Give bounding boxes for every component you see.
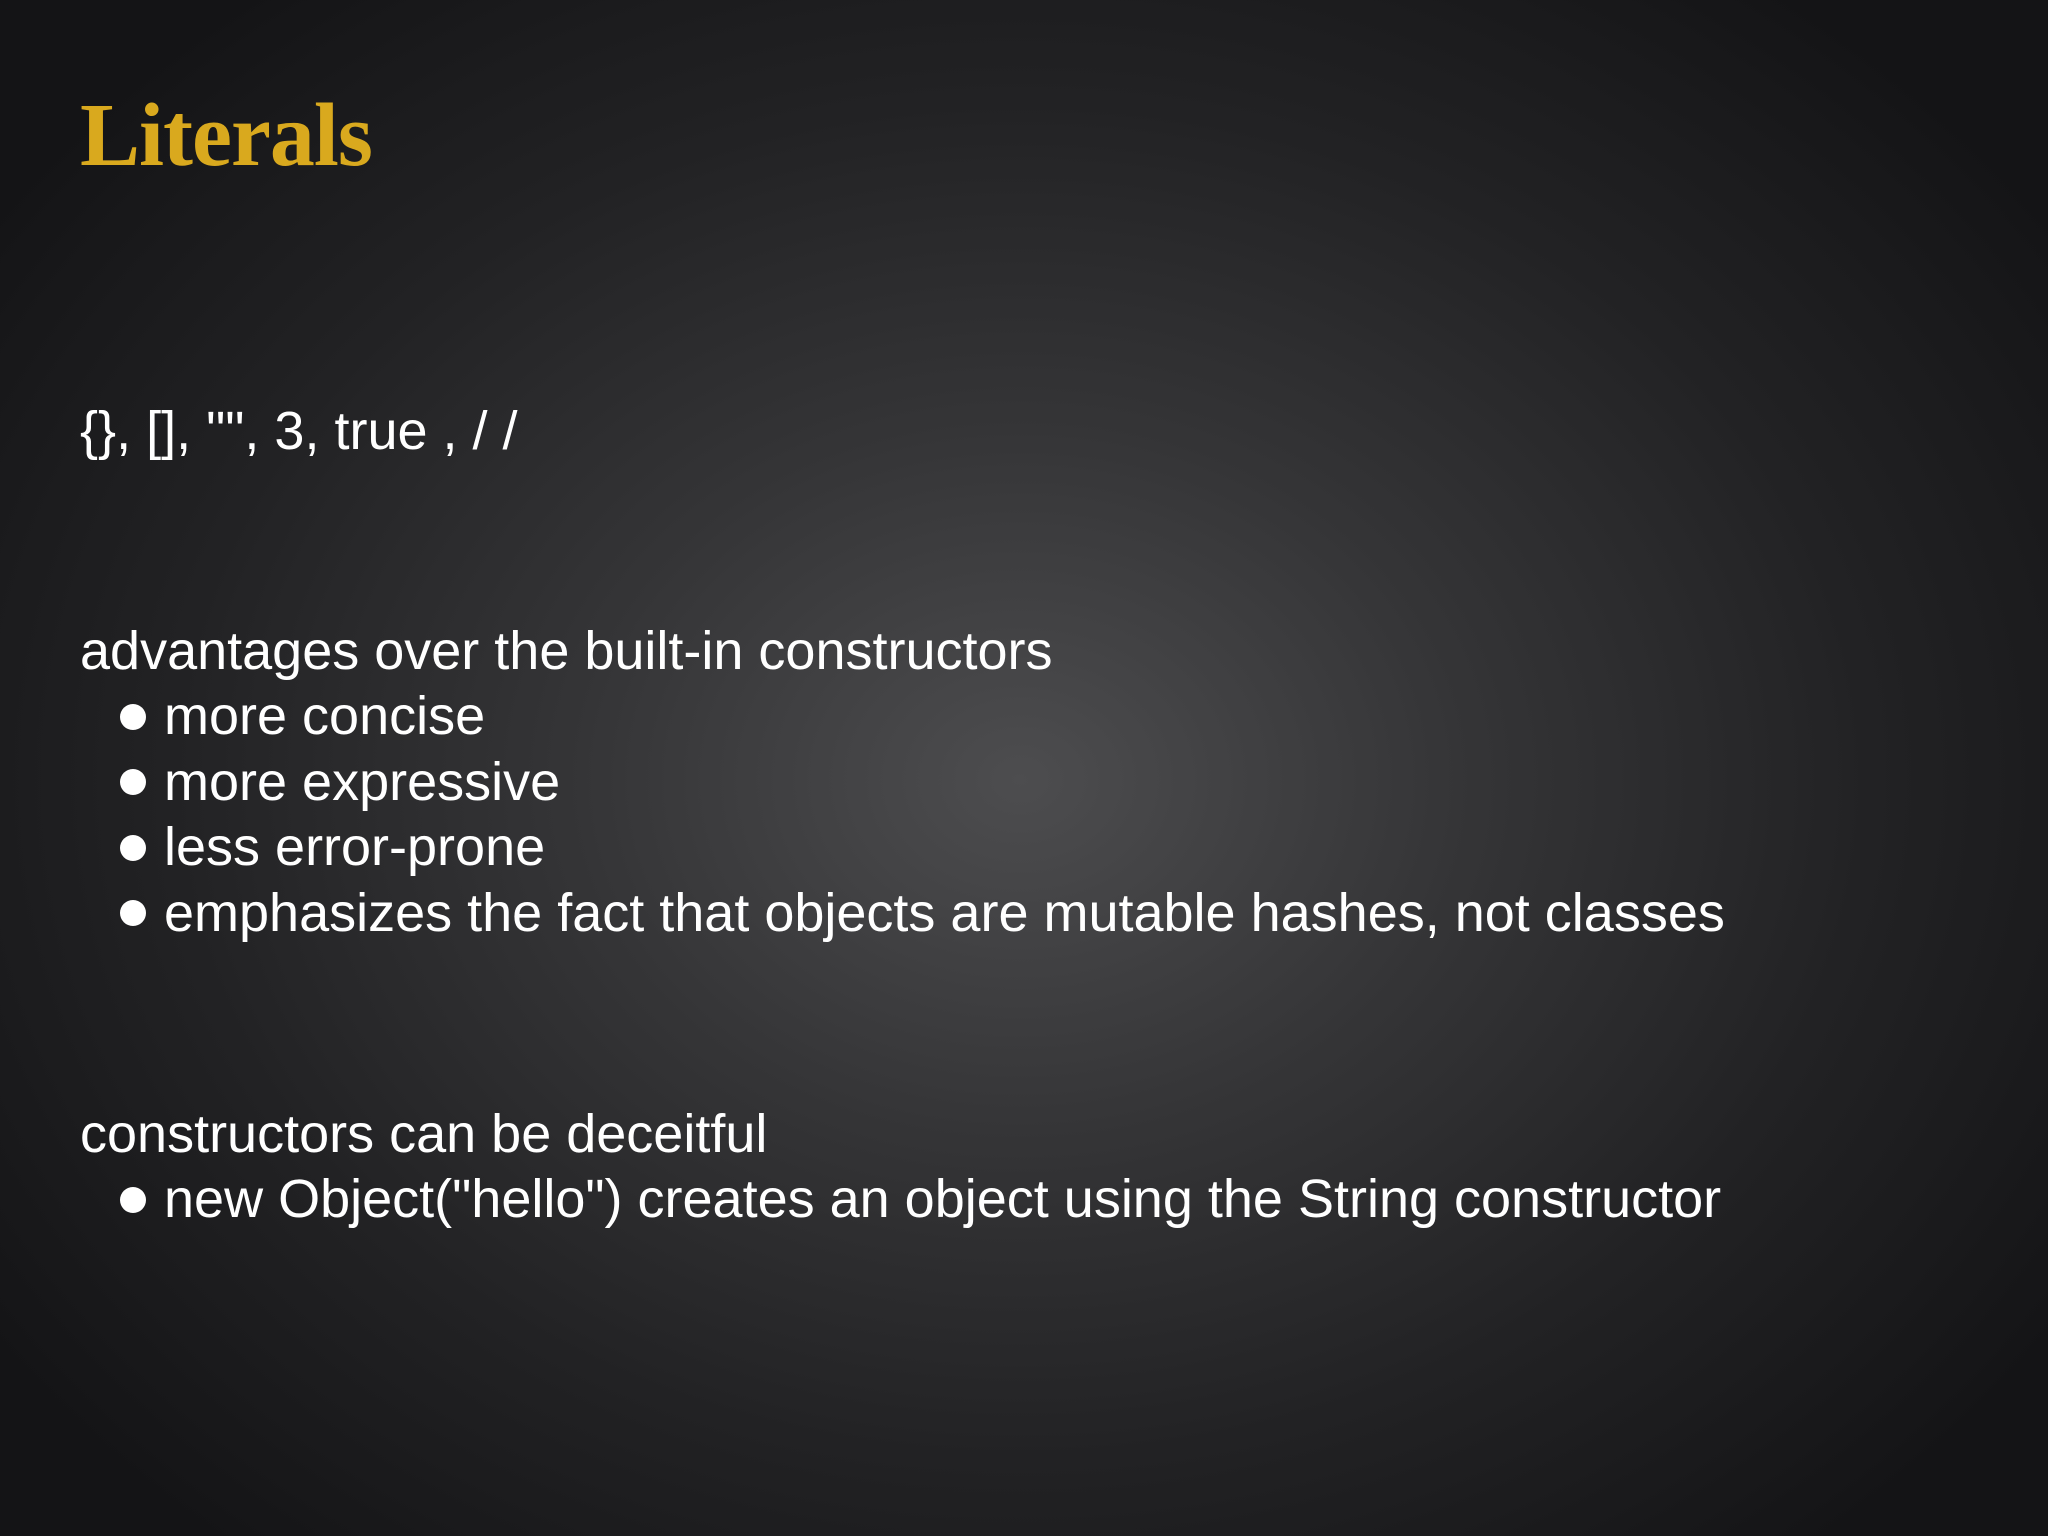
slide-title: Literals bbox=[80, 86, 372, 185]
bullet-icon bbox=[120, 704, 146, 730]
advantages-list bbox=[120, 684, 1725, 946]
advantages-heading: advantages over the built-in constructors bbox=[80, 621, 1053, 681]
list-item-text: less error-prone bbox=[164, 817, 546, 877]
list-item-text: new Object("hello") creates an object using the String constructor bbox=[164, 1169, 1722, 1229]
bullet-icon bbox=[120, 1187, 146, 1213]
list-item bbox=[120, 881, 1725, 947]
list-item bbox=[120, 684, 1725, 750]
constructors-list bbox=[120, 1167, 1721, 1233]
list-item-text: more concise bbox=[164, 686, 486, 746]
bullet-icon bbox=[120, 900, 146, 926]
list-item-text: emphasizes the fact that objects are mutable hashes, not classes bbox=[164, 882, 1725, 943]
list-item bbox=[120, 815, 1725, 881]
list-item-text: more expressive bbox=[164, 751, 561, 812]
constructors-heading: constructors can be deceitful bbox=[80, 1104, 768, 1164]
list-item bbox=[120, 1167, 1721, 1233]
bullet-icon bbox=[120, 835, 146, 861]
literals-line: {}, [], "", 3, true , / / bbox=[80, 401, 518, 461]
list-item bbox=[120, 750, 1725, 816]
bullet-icon bbox=[120, 769, 146, 795]
